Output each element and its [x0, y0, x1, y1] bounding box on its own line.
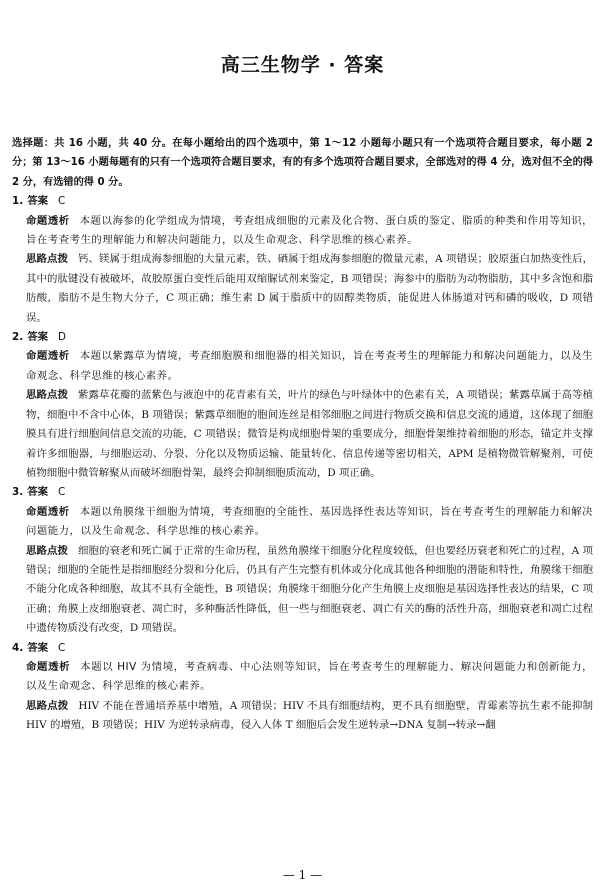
analysis-paragraph: 命题透析 本题以 HIV 为情境，考查病毒、中心法则等知识，旨在考查考生的理解能力、解决问题能力和创新能力，以及生命观念、科学思维的核心素养。 [26, 660, 594, 693]
page-title: 高三生物学 · 答案 [220, 54, 385, 76]
answer-line: 1. 答案 C [12, 195, 66, 208]
idea-paragraph: 思路点拨 HIV 不能在普通培养基中增殖，A 项错误；HIV 不具有细胞结构，更不具有细胞壁，青霉素等抗生素不能抑制 HIV 的增殖，B 项错误；HIV 为逆转录病毒，侵入人体 T 细胞后会发生逆转录→DNA 复制→转录→翻 [26, 699, 594, 732]
page-number: — 1 — [282, 868, 323, 882]
answer-line: 2. 答案 D [12, 331, 66, 344]
answer-line: 4. 答案 C [12, 641, 66, 654]
question-block [12, 483, 593, 638]
answer-line: 3. 答案 C [12, 486, 66, 499]
question-block [12, 639, 593, 736]
idea-paragraph: 思路点拨 细胞的衰老和死亡属于正常的生命历程，虽然角膜缘干细胞分化程度较低，但也要经历衰老和死亡的过程，A 项错误；细胞的全能性是指细胞经分裂和分化后，仍具有产生完整有机体或分化成其他各种细胞的潜能和特性，角膜缘干细胞不能分化成各种细胞，故其不具有全能性，B 项错误；角膜缘干细胞分化产生角膜上皮细胞是基因选择性表达的结果，C 项正确；角膜上皮细胞衰老、凋亡时，多种酶活性降低，但一些与细胞衰老、凋亡有关的酶的活性升高，细胞衰老和凋亡过程中遗传物质没有改变，D 项错误。 [26, 544, 593, 635]
intro-paragraph: 选择题：共 16 小题，共 40 分。在每小题给出的四个选项中，第 1～12 小题每小题只有一个选项符合题目要求，每小题 2 分；第 13～16 小题每题有的只有一个选项符合题目要求，有的有多个选项符合题目要求，全部选对的得 4 分，选对但不全的得 2 分，有选错的得 0 分。 [12, 138, 593, 188]
answer-content [12, 134, 593, 736]
idea-paragraph: 思路点拨 钙、镁属于组成海参细胞的大量元素，铁、硒属于组成海参细胞的微量元素，A 项错误；胶原蛋白加热变性后，其中的肽键没有被破坏，故胶原蛋白变性后能用双缩脲试剂来鉴定，B 项错误；海参中的脂肪为动物脂肪，其中多含饱和脂肪酸，脂肪不是生物大分子，C 项正确；维生素 D 属于脂质中的固醇类物质，能促进人体肠道对钙和磷的吸收，D 项错误。 [26, 253, 593, 324]
analysis-paragraph: 命题透析 本题以紫露草为情境，考查细胞膜和细胞器的相关知识，旨在考查考生的理解能力和解决问题能力，以及生命观念、科学思维的核心素养。 [26, 350, 594, 382]
analysis-paragraph: 命题透析 本题以角膜缘干细胞为情境，考查细胞的全能性、基因选择性表达等知识，旨在考查考生的理解能力和解决问题能力，以及生命观念、科学思维的核心素养。 [26, 505, 594, 538]
idea-paragraph: 思路点拨 紫露草花瓣的蓝紫色与液泡中的花青素有关，叶片的绿色与叶绿体中的色素有关，A 项错误；紫露草属于高等植物，细胞中不含中心体，B 项错误；紫露草细胞的胞间连丝是相邻细胞之间进行物质交换和信息交流的通道，这体现了细胞膜具有进行细胞间信息交流的功能，C 项错误；微管是构成细胞骨架的重要成分，细胞骨架维持着细胞的形态，锚定并支撑着许多细胞器，与细胞运动、分裂、分化以及物质运输、能量转化、信息传递等密切相关，APM 是植物微管解聚剂，可使植物细胞中微管解聚从而破坏细胞骨架，最终会抑制细胞质流动，D 项正确。 [26, 389, 593, 479]
question-block [12, 328, 593, 483]
question-block [12, 192, 593, 328]
analysis-paragraph: 命题透析 本题以海参的化学组成为情境，考查组成细胞的元素及化合物、蛋白质的鉴定、脂质的种类和作用等知识，旨在考查考生的理解能力和解决问题能力，以及生命观念、科学思维的核心素养。 [26, 214, 594, 247]
